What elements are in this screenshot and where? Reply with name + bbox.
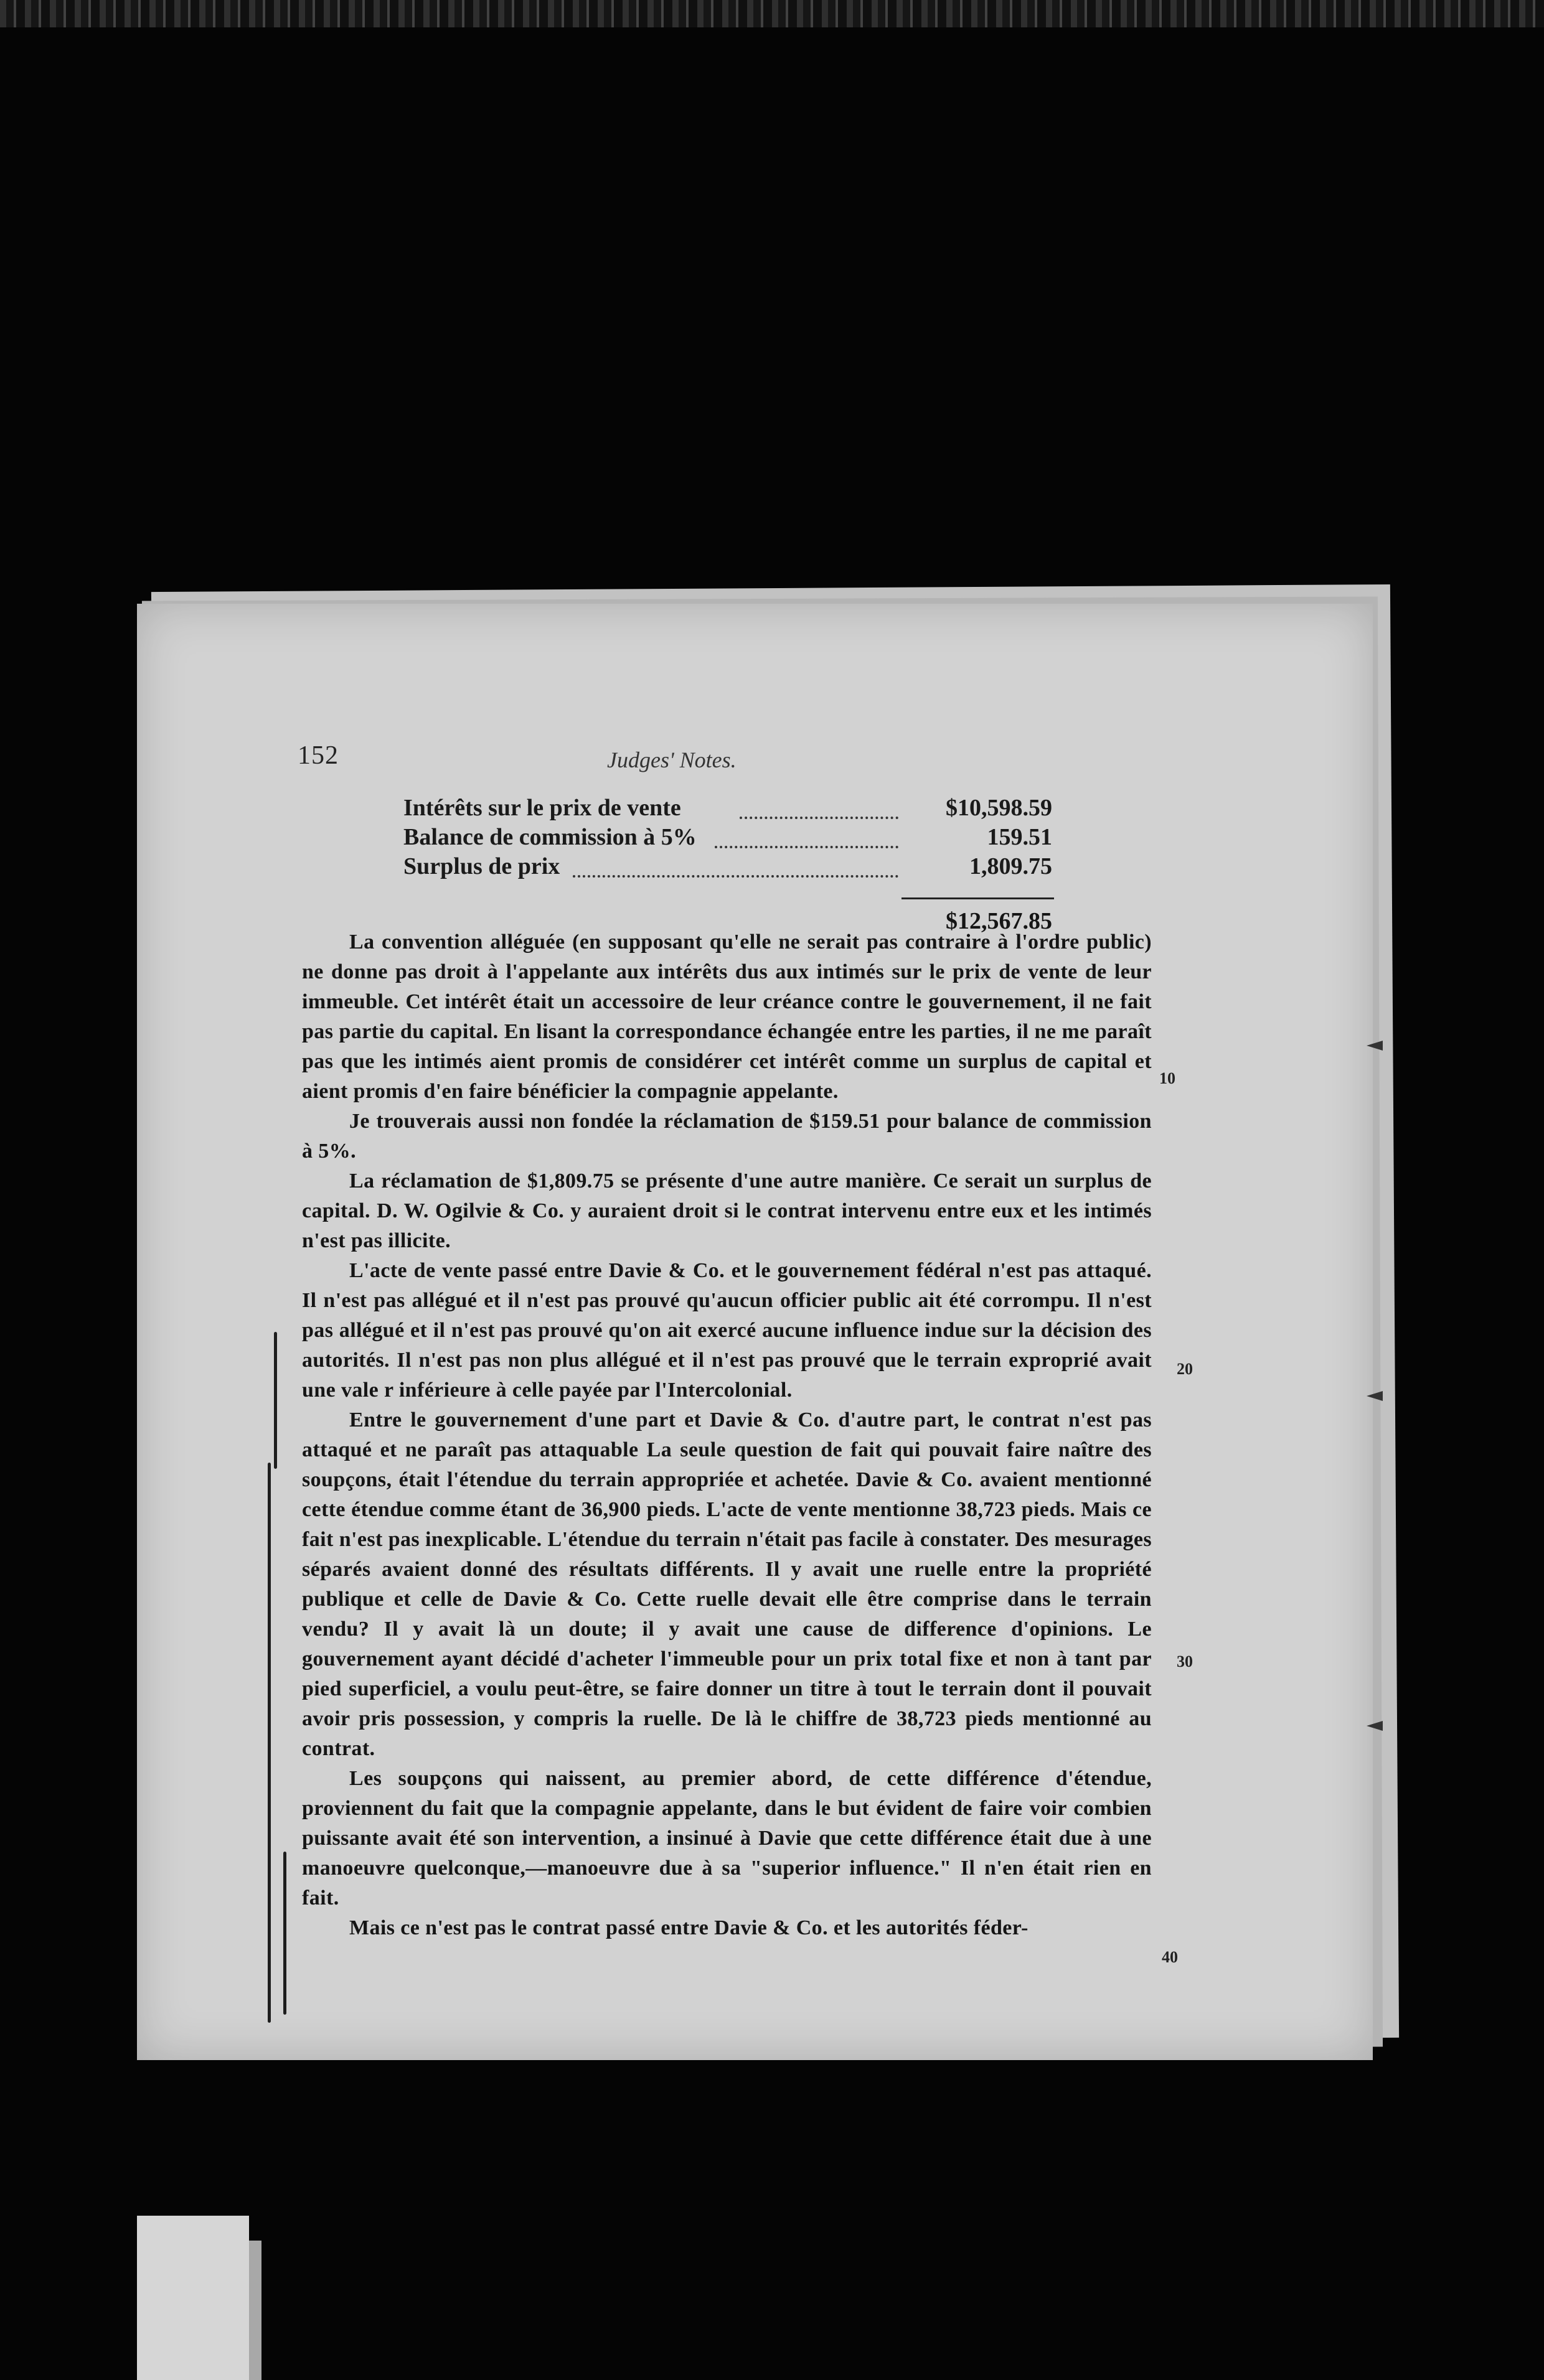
row-amount: 1,809.75 — [969, 853, 1052, 879]
margin-annotation-line — [268, 1463, 271, 2023]
row-label: Balance de commission à 5% — [403, 824, 697, 850]
paragraph: La convention alléguée (en supposant qu'elle ne serait pas contraire à l'ordre public) ne donne pas droit à l'appelante aux intérêts dus aux intimés sur le prix de vente de leur immeuble. Cet intérêt était un accessoire de leur créance contre le gouvernement, il ne fait pas partie du capital. En lisant la correspondance échangée entre les parties, il ne me paraît pas que les intimés aient promis de considérer cet intérêt comme un surplus de capital et aient promis d'en faire bénéficier la compagnie appelante. — [302, 930, 1152, 1103]
paragraph: La réclamation de $1,809.75 se présente d'une autre manière. Ce serait un surplus de capital. D. W. Ogilvie & Co. y auraient droit si le contrat intervenu entre eux et les intimés n'est pas illicite. — [302, 1169, 1152, 1252]
bookmark-ribbon — [137, 2216, 249, 2380]
row-amount: 159.51 — [987, 824, 1052, 850]
line-number: 20 — [1177, 1360, 1193, 1378]
paragraph: Je trouverais aussi non fondée la réclamation de $159.51 pour balance de commission à 5%. — [302, 1110, 1152, 1163]
margin-annotation-line — [283, 1852, 286, 2015]
body-text — [302, 927, 1152, 1943]
scan-border-top — [0, 0, 1544, 27]
bookmark-ribbon-shadow — [249, 2241, 261, 2380]
page-number: 152 — [298, 741, 339, 770]
row-label: Intérêts sur le prix de vente — [403, 795, 681, 821]
running-title: Judges' Notes. — [607, 747, 737, 772]
margin-annotation-line — [274, 1332, 277, 1469]
financial-table — [403, 794, 1052, 882]
row-amount: $10,598.59 — [946, 795, 1052, 821]
table-total: $12,567.85 — [946, 908, 1052, 934]
paragraph: Mais ce n'est pas le contrat passé entre Davie & Co. et les autorités féder- — [349, 1916, 1029, 1939]
table-row — [403, 853, 1052, 882]
line-number: 40 — [1162, 1948, 1178, 1966]
line-number: 10 — [1159, 1069, 1175, 1087]
leader-dots — [573, 856, 898, 878]
row-label: Surplus de prix — [403, 853, 560, 879]
paragraph: Entre le gouvernement d'une part et Davie & Co. d'autre part, le contrat n'est pas attaqué et ne paraît pas attaquable La seule question de fait qui pouvait faire naître des soupçons, était l'étendue du terrain appropriée et achetée. Davie & Co. avaient mentionné cette étendue comme étant de 36,900 pieds. L'acte de vente mentionne 38,723 pieds. Mais ce fait n'est pas inexplicable. L'étendue du terrain n'était pas facile à constater. Des mesurages séparés avaient donné des résultats différents. Il y avait une ruelle entre la propriété publique et celle de Davie & Co. Cette ruelle devait elle être comprise dans le terrain vendu? Il y avait là un doute; il y avait une cause de difference d'opinions. Le gouvernement ayant décidé d'acheter l'immeuble pour un prix total fixe et non à tant par pied superficiel, a voulu peut-être, se faire donner un titre à tout le terrain dont il pouvait avoir pris possession, y compris la ruelle. De là le chiffre de 38,723 pieds mentionné au contrat. — [302, 1408, 1152, 1760]
table-row — [403, 794, 1052, 823]
leader-dots — [740, 798, 898, 819]
paragraph: L'acte de vente passé entre Davie & Co. et le gouvernement fédéral n'est pas attaqué. Il n'est pas allégué et il n'est pas prouvé qu'aucun officier public ait été corrompu. Il n'est pas allégué et il n'est pas prouvé qu'on ait exercé aucune influence indue sur la décision des autorités. Il n'est pas non plus allégué et il n'est pas prouvé que le terrain exproprié avait une vale r inférieure à celle payée par l'Intercolonial. — [302, 1259, 1152, 1402]
sum-rule — [901, 897, 1054, 899]
paragraph: Les soupçons qui naissent, au premier abord, de cette différence d'étendue, proviennent du fait que la compagnie appelante, dans le but évident de faire voir combien puissante avait été son intervention, a insinué à Davie que cette différence était due à une manoeuvre quelconque,—manoeuvre due à sa "superior influence." Il n'en était rien en fait. — [302, 1767, 1152, 1909]
table-row — [403, 823, 1052, 853]
leader-dots — [715, 827, 898, 848]
line-number: 30 — [1177, 1652, 1193, 1670]
